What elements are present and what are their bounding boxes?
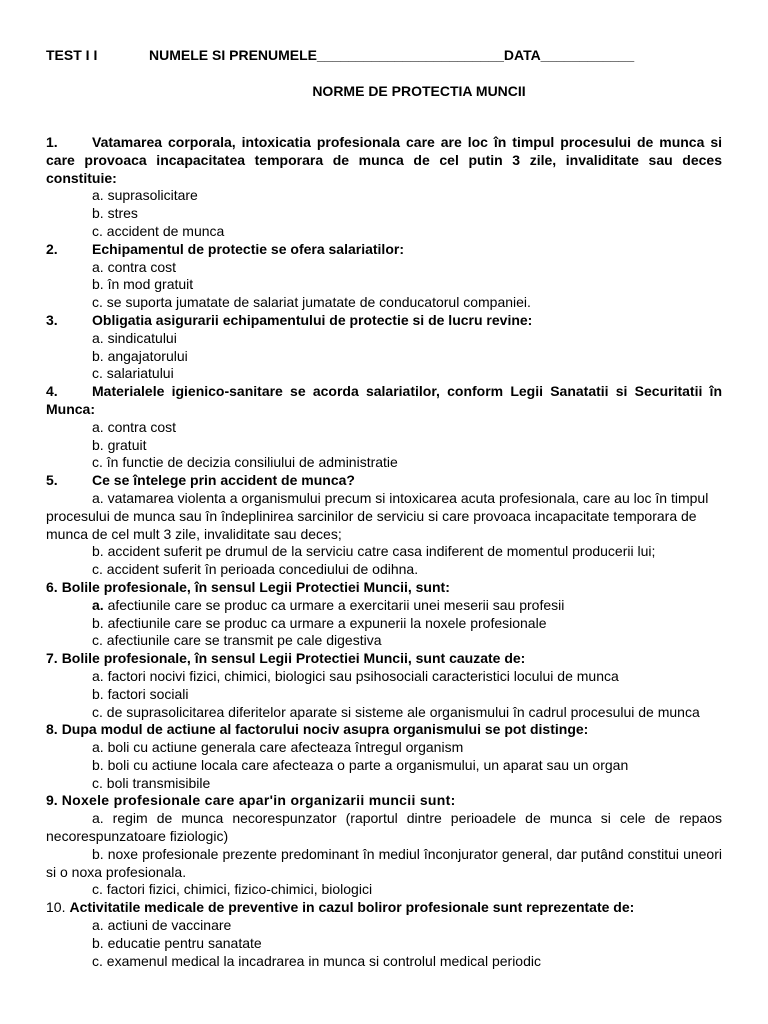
question-4 [46,383,722,419]
question-number: 6. [46,578,58,595]
question-text: Ce se întelege prin accident de munca? [92,472,355,489]
question-9 [46,792,722,810]
answer-option: b. noxe profesionale prezente predominant în mediul înconjurator general, dar putând constitui uneori si o noxa profesionala. [46,845,722,880]
question-number: 8. [46,721,58,738]
question-5 [46,472,722,490]
question-2 [46,241,722,259]
answer-option: a. suprasolicitare [92,187,198,204]
answer-option: c. de suprasolicitarea diferitelor aparate si sisteme ale organismului în cadrul procesului de munca [92,703,700,720]
answer-option: a. factori nocivi fizici, chimici, biologici sau psihosociali caracteristici locului de munca [92,667,619,684]
question-number: 1. [46,134,58,150]
document-title: NORME DE PROTECTIA MUNCII [312,83,526,99]
question-text: Dupa modul de actiune al factorului nociv asupra organismului se pot distinge: [61,721,589,738]
answer-option: c. factori fizici, chimici, fizico-chimici, biologici [92,881,373,898]
question-number: 9. [46,792,58,809]
question-number: 2. [46,240,58,257]
question-text: Bolile profesionale, în sensul Legii Protectiei Muncii, sunt: [61,578,450,595]
answer-option: c. salariatului [92,365,174,382]
answer-option: b. afectiunile care se produc ca urmare a expunerii la noxele profesionale [92,614,547,631]
answer-option: c. afectiunile care se transmit pe cale digestiva [92,632,382,649]
answer-option: a. contra cost [92,418,177,435]
answer-option: b. în mod gratuit [92,276,194,293]
question-1 [46,134,722,187]
question-text: Materialele igienico-sanitare se acorda salariatilor, conform Legii Sanatatii si Securitatii în Munca: [46,383,722,417]
answer-option: a. sindicatului [92,329,177,346]
test-label: TEST I I [46,47,98,63]
question-list [46,134,722,970]
question-8 [46,721,722,739]
answer-option: c. boli transmisibile [92,774,211,791]
answer-option: c. în functie de decizia consiliului de administratie [92,454,398,471]
question-text: Noxele profesionale care apar'in organizarii muncii sunt: [61,792,456,809]
answer-option: b. angajatorului [92,347,188,364]
question-text: Bolile profesionale, în sensul Legii Protectiei Muncii, sunt cauzate de: [61,650,526,667]
question-3 [46,312,722,330]
answer-option: a. actiuni de vaccinare [92,917,232,934]
question-text: Activitatile medicale de preventive in cazul boliror profesionale sunt reprezentate de: [69,899,635,916]
answer-option [46,597,722,615]
answer-option: a. contra cost [92,258,177,275]
option-letter: a. [92,596,104,613]
answer-option: b. boli cu actiune locala care afecteaza o parte a organismului, un aparat sau un organ [92,756,629,773]
question-number: 5. [46,472,58,489]
question-text: Echipamentul de protectie se ofera salariatilor: [92,240,404,257]
answer-option: b. educatie pentru sanatate [92,934,262,951]
answer-option: a. vatamarea violenta a organismului precum si intoxicarea acuta profesionala, care au loc în timpul procesului de munca sau în îndeplinirea sarcinilor de serviciu si care provoaca incapacitate temporara de munca de cel mult 3 zile, invaliditate sau deces; [46,489,709,542]
question-text: Vatamarea corporala, intoxicatia profesionala care are loc în timpul procesului de munca si care provoaca incapacitatea temporara de munca de cel putin 3 zile, invaliditate sau deces constituie: [46,134,722,186]
answer-option: c. accident de munca [92,222,225,239]
question-6 [46,579,722,597]
test-header [46,47,634,63]
answer-option: b. stres [92,205,138,222]
answer-option: c. se suporta jumatate de salariat jumatate de conducatorul companiei. [92,294,531,311]
answer-option: b. gratuit [92,436,147,453]
answer-option: c. accident suferit în perioada concediului de odihna. [92,561,419,578]
question-text: Obligatia asigurarii echipamentului de protectie si de lucru revine: [92,311,533,328]
answer-option: a. regim de munca necorespunzator (raportul dintre perioadele de munca si cele de repaos necorespunzatoare fiziologic) [46,810,722,845]
question-7 [46,650,722,668]
question-number: 4. [46,383,58,400]
question-number: 3. [46,311,58,328]
answer-option: a. boli cu actiune generala care afecteaza întregul organism [92,739,464,756]
question-number: 10. [46,899,66,916]
question-number: 7. [46,650,58,667]
answer-option: b. factori sociali [92,685,189,702]
question-10 [46,899,722,917]
answer-option: c. examenul medical la incadrarea in munca si controlul medical periodic [92,952,541,969]
answer-option: b. accident suferit pe drumul de la serviciu catre casa indiferent de momentul producerii lui; [92,543,656,560]
option-text: afectiunile care se produc ca urmare a exercitarii unei meserii sau profesii [107,596,565,613]
name-date-line: NUMELE SI PRENUMELE________________________DATA____________ [149,47,635,63]
